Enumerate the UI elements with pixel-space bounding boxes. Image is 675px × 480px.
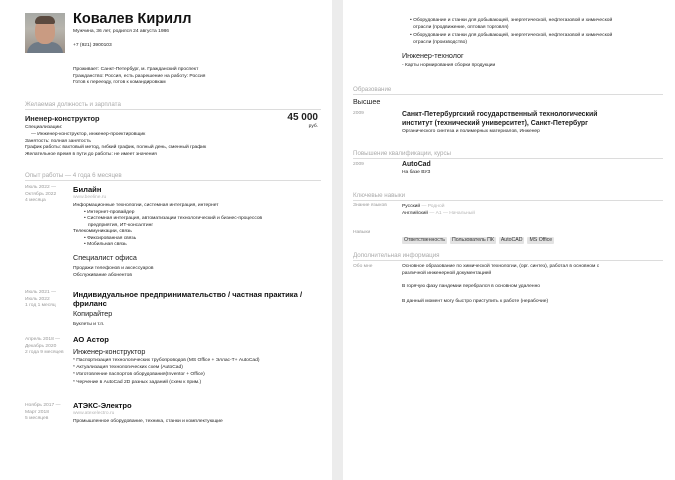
- education-year: 2009: [353, 111, 364, 116]
- company-industry: Телекоммуникации, связь: [73, 229, 132, 234]
- job-dates: Ноябрь 2017 —: [25, 403, 61, 408]
- languages-label: Знание языков: [353, 203, 387, 208]
- industry-bullet-cont: отрасли (продвижение, оптовая торговля): [413, 24, 509, 30]
- job-dates-end: Март 2018: [25, 409, 49, 415]
- skill-tag: Пользователь ПК: [451, 237, 494, 243]
- job-dates: Июль 2022 —: [25, 185, 56, 190]
- desired-salary: 45 000: [287, 112, 318, 123]
- schedule: График работы: вахтовый метод, гибкий график, полный день, сменный график: [25, 145, 207, 150]
- job-position: Копирайтер: [73, 309, 113, 318]
- job-position: Специалист офиса: [73, 253, 137, 262]
- about-text-cont: различной инженерной документацией: [402, 270, 492, 276]
- job-dates: Июль 2021 —: [25, 290, 56, 295]
- job-position: Инженер-конструктор: [73, 347, 146, 356]
- job-duration: 4 месяца: [25, 198, 46, 203]
- job-company-cont: фриланс: [73, 299, 107, 308]
- company-site-link[interactable]: www.atexelectro.ru: [73, 411, 115, 416]
- job-dates-end: Октябрь 2022: [25, 191, 57, 197]
- skill-tag: Ответственность: [404, 237, 445, 243]
- company-industry: Промышленное оборудование, техника, станки и комплектующие: [73, 418, 223, 424]
- employment: Занятость: полная занятость: [25, 138, 91, 144]
- about-text: В данный момент могу быстро приступить к работе (нерабочие): [402, 299, 549, 304]
- company-industry: Информационные технологии, системная интеграция, интернет: [73, 203, 219, 208]
- education-specialty: Органического синтеза и полимерных материалов, Инженер: [402, 129, 540, 134]
- desired-position: Иненер-конструктор: [25, 114, 100, 123]
- skill-tag: MS Office: [529, 237, 553, 243]
- candidate-subtitle: Мужчина, 36 лет, родился 24 августа 1986: [73, 29, 169, 34]
- job-duty: * Паспортизация технологических трубопроводов (MS Office + Эллас-Т+ AutoCad): [73, 358, 260, 363]
- industry-bullet: • Оборудование и станки для добывающей, энергетической, нефтегазовой и химической: [410, 33, 613, 38]
- job-company: АТЭКС-Электро: [73, 401, 132, 410]
- industry-bullet: • Системная интеграция, автоматизации технологический и бизнес-процессов: [84, 216, 263, 221]
- skill-tags: [402, 228, 557, 246]
- language-item: [402, 211, 475, 217]
- job-description: Буклеты и т.п.: [73, 322, 105, 327]
- skills-section-title: Ключевые навыки: [353, 192, 663, 201]
- about-text: Основное образование по химической технологии, (орг. синтез), работал в основном с: [402, 264, 600, 269]
- language-level: — A1 — Начальный: [429, 211, 475, 216]
- about-label: Обо мне: [353, 264, 373, 269]
- education-section-title: Образование: [353, 86, 663, 95]
- job-description: Продажи телефонов и аксессуаров: [73, 266, 154, 271]
- job-dates-end: Июль 2022: [25, 296, 50, 302]
- job-description: - Карты нормирования сборки продукции: [402, 63, 496, 68]
- qualification-name: AutoCad: [402, 161, 431, 168]
- job-duration: 1 год 1 месяц: [25, 303, 56, 308]
- travel-time: Желательное время в пути до работы: не имеет значения: [25, 151, 157, 157]
- residence: Проживает: Санкт-Петербург, м. Гражданский проспект: [73, 67, 199, 72]
- company-site-link[interactable]: www.beeline.ru: [73, 195, 107, 200]
- qualification-org: На базе ВУЗ: [402, 170, 431, 175]
- citizenship: Гражданство: Россия, есть разрешение на работу: Россия: [73, 73, 206, 79]
- job-duty: * Черчение в AutoCad 2D разных заданий (схем к прим.): [73, 380, 202, 385]
- education-level: Высшее: [353, 97, 381, 106]
- experience-section-title: Опыт работы — 4 года 6 месяцев: [25, 172, 321, 181]
- skills-label: Навыки: [353, 230, 371, 235]
- industry-bullet-cont: отрасли (производство): [413, 39, 467, 45]
- education-institution: Санкт-Петербургский государственный технологический: [402, 111, 598, 118]
- job-duty: * Актуализация технологических схем (AutoCad): [73, 365, 183, 370]
- industry-bullet: • Фиксированная связь: [84, 235, 137, 241]
- job-company: Индивидуальное предпринимательство / частная практика /: [73, 290, 303, 299]
- industry-bullet: • Мобильная связь: [84, 242, 127, 247]
- industry-bullet-cont: предприятия, ИТ-консалтинг: [88, 222, 154, 228]
- skill-tag: AutoCAD: [500, 237, 523, 243]
- resume-page-1: [0, 0, 332, 480]
- industry-bullet: • Интернет-провайдер: [84, 209, 135, 215]
- about-text: В горячую фазу пандемии перебрался в основном удаленно: [402, 284, 540, 289]
- profile-photo: [25, 13, 65, 53]
- desired-section-title: Желаемая должность и зарплата: [25, 101, 321, 110]
- job-position: Инженер-технолог: [402, 51, 464, 60]
- additional-section-title: Дополнительная информация: [353, 252, 663, 261]
- job-company: АО Астор: [73, 335, 109, 344]
- spec-item: — Инженер-конструктор, инженер-проектировщик: [31, 131, 146, 137]
- candidate-phone[interactable]: +7 (921) 3900103: [73, 43, 112, 48]
- job-description: Обслуживание абонентов: [73, 272, 132, 278]
- job-duration: 2 года 9 месяцев: [25, 350, 64, 355]
- education-institution-cont: институт (технический университет), Санкт-Петербург: [402, 119, 589, 127]
- relocation: Готов к переезду, готов к командировкам: [73, 80, 166, 85]
- resume-page-2: [343, 0, 675, 480]
- industry-bullet: • Оборудование и станки для добывающей, энергетической, нефтегазовой и химической: [410, 18, 613, 23]
- qualification-year: 2009: [353, 162, 364, 167]
- job-duration: 5 месяцев: [25, 416, 49, 421]
- job-company: Билайн: [73, 185, 102, 194]
- language-name: Английский: [402, 211, 429, 216]
- language-level: — Родной: [421, 204, 445, 209]
- spec-label: Специализации:: [25, 125, 63, 130]
- job-dates-end: Декабрь 2020: [25, 343, 57, 349]
- job-dates: Апрель 2018 —: [25, 337, 61, 342]
- language-item: [402, 204, 444, 210]
- salary-unit: руб.: [308, 124, 318, 129]
- qualification-section-title: Повышение квалификации, курсы: [353, 150, 663, 159]
- language-name: Русский: [402, 204, 421, 209]
- candidate-name: Ковалев Кирилл: [73, 11, 192, 27]
- job-duty: * Изготовление паспортов оборудования(Inventor + Office): [73, 372, 205, 377]
